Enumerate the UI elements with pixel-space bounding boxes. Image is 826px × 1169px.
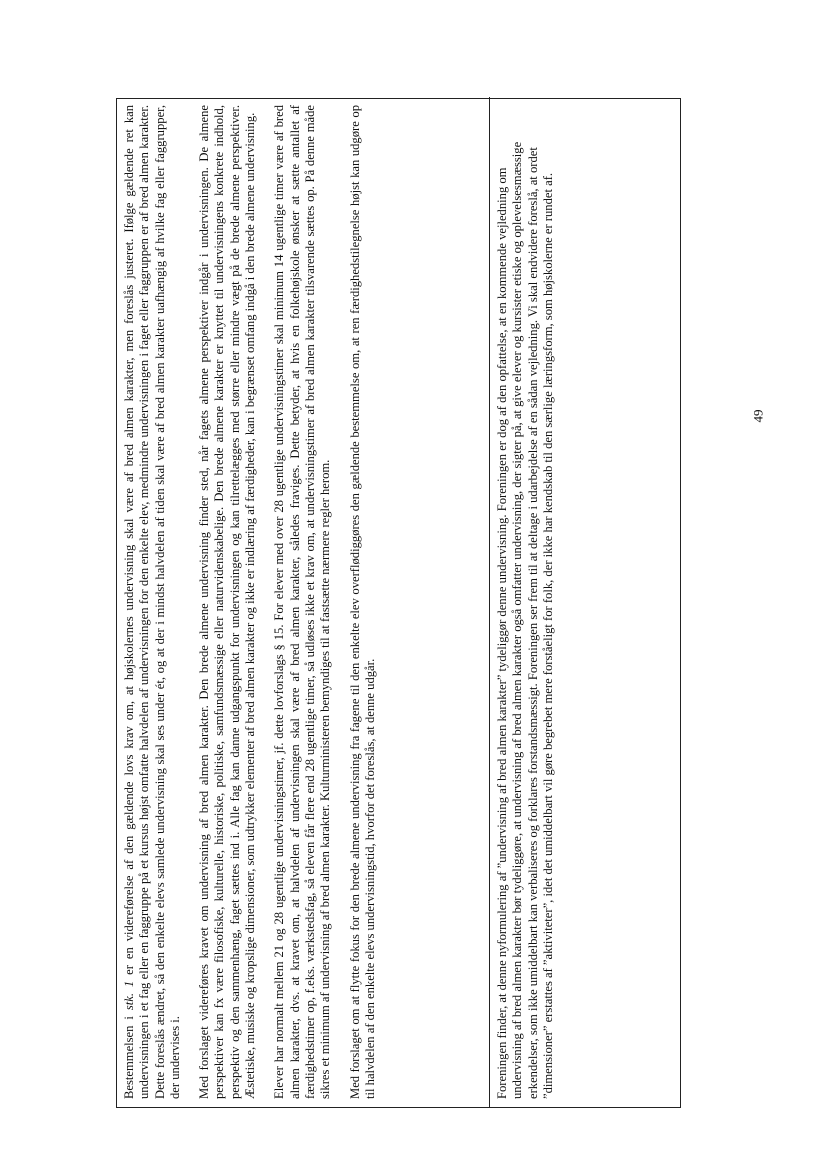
bill-explanation-cell: [117, 97, 489, 1107]
paragraph-foreningen: Foreningen finder, at denne nyformulering af ”undervisning af bred almen karakter” tydeliggør denne undervisning. Foreningen er dog af den opfattelse, at en kommende vejledning om undervisning af bred almen karakter bør tydeliggøre, at undervisning af bred almen karakter også omfatter undervisning, der sigter på, at give elever og kursister etiske og oplevelsesmæssige erkendelser, som ikke umiddelbart kan verbaliseres og forklares forstandsmæssigt. Foreningen ser frem til at deltage i udarbejdelse af en sådan vejledning. Vi skal endvidere foreslå, at ordet ”dimensioner” erstattes af ”aktiviteter”, idet det umiddelbart vil gøre begrebet mere forståeligt for folk, der ikke har kendskab til den særlige læringsform, som højskolerne er rundet af.: [495, 141, 555, 1099]
paragraph-text: Bestemmelsen i: [122, 1010, 136, 1099]
paragraph-fokus: Med forslaget om at flytte fokus for den brede almene undervisning fra fagene til den enkelte elev overflødiggøres den gældende bestemmelse om, at ren færdighedstilegnelse højst kan udgøre op til halvdelen af den enkelte elevs undervisningstid, hvorfor det foreslås, at denne udgår.: [347, 105, 377, 1099]
paragraph-text: er en videreførelse af den gældende lovs krav om, at højskolernes undervisning skal være af bred almen karakter, men foreslås justeret. Ifølge gældende ret kan undervisningen i et fag eller en faggruppe på et kursus højst omfatte halvdelen af undervisningen for den enkelte elev, medmindre undervisningen i faget eller faggruppen er af bred almen karakter. Dette foreslås ændret, så den enkelte elevs samlede undervisning skal ses under ét, og at der i mindst halvdelen af tiden skal være af bred almen karakter uafhængig af hvilke fag eller faggrupper, der undervises i.: [122, 104, 182, 1099]
page-number: 49: [750, 409, 766, 423]
paragraph-stk1: [122, 105, 183, 1099]
paragraph-bred-almen: Med forslaget videreføres kravet om undervisning af bred almen karakter. Den brede almene undervisning finder sted, når fagets almene perspektiver indgår i undervisningen. De almene perspektiver kan fx være filosofiske, kulturelle, historiske, politiske, samfundsmæssige eller naturvidenskabelige. Den brede almene karakter er knyttet til undervisningens konkrete indhold, perspektiv og den sammenhæng, faget sættes ind i. Alle fag kan danne udgangspunkt for undervisningen og kan tilrettelægges med større eller mindre vægt på de brede almene perspektiver. Æstetiske, musiske og kropslige dimensioner, som udtrykker elementer af bred almen karakter og ikke er indlæring af færdigheder, kan i begrænset omfang indgå i den brede almene undervisning.: [197, 105, 258, 1099]
paragraph-undervisningstimer: Elever har normalt mellem 21 og 28 ugentlige undervisningstimer, jf. dette lovforslags § 15. For elever med over 28 ugentlige undervisningstimer skal minimum 14 ugentlige timer være af bred almen karakter, dvs. at kravet om, at halvdelen af undervisningen skal være af bred almen karakter, således fraviges. Dette betyder, at hvis en folkehøjskole ønsker at sætte antallet af færdighedstimer op, f.eks. værkstedsfag, så eleven får flere end 28 ugentlige timer, så udløses ikke et krav om, at undervisningstimer af bred almen karakter tilsvarende sættes op. På denne måde sikres et minimum af undervisning af bred almen karakter. Kulturministeren bemyndiges til at fastsætte nærmere regler herom.: [272, 105, 333, 1099]
comment-table: [116, 98, 681, 1108]
rotated-page-content: [116, 98, 681, 1108]
stk-reference: stk. 1: [122, 980, 136, 1011]
association-comment-cell: [490, 97, 682, 1107]
